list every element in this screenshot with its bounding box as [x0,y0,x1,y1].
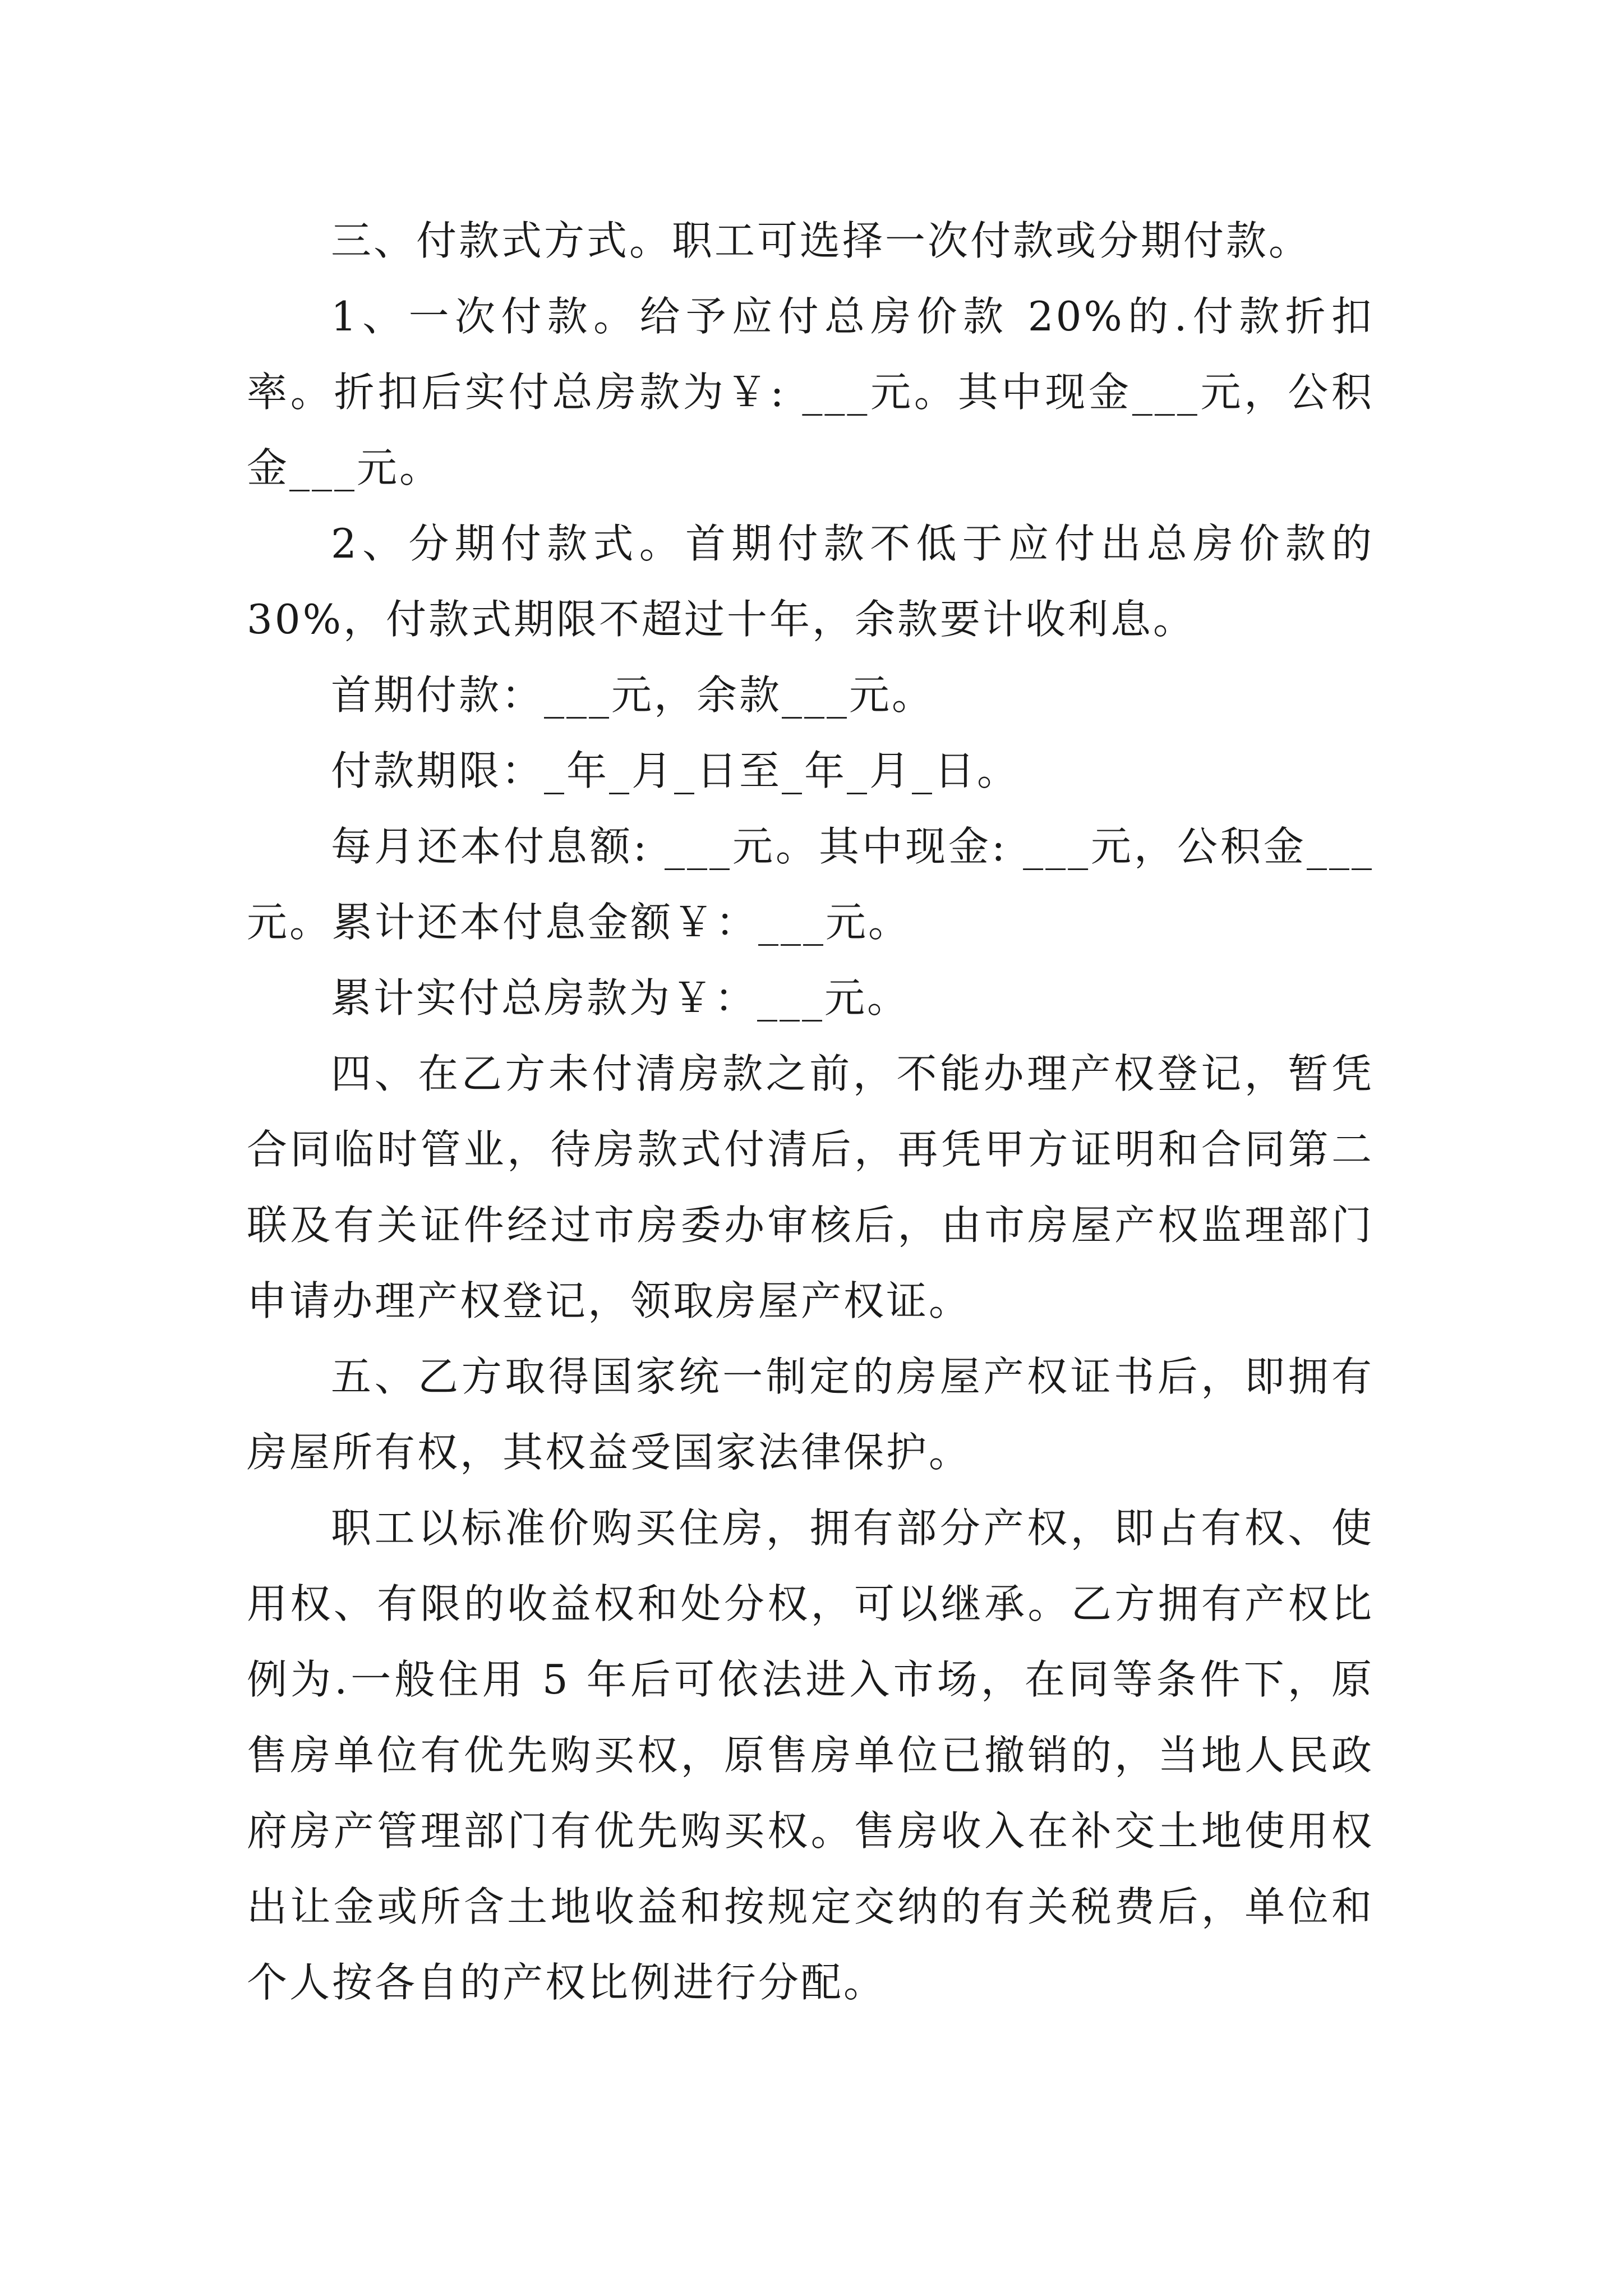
lump-sum-payment-paragraph: 1、一次付款。给予应付总房价款 20%的.付款折扣率。折扣后实付总房款为￥: ___元。其中现金___元，公积金___元。 [247,293,1374,491]
payment-period-line: 付款期限：_年_月_日至_年_月_日。 [331,747,1020,794]
section-three-payment-method: 三、付款式方式。职工可选择一次付款或分期付款。 [331,217,1312,264]
total-paid-line: 累计实付总房款为￥：___元。 [331,974,910,1022]
monthly-repayment-paragraph: 每月还本付息额: ___元。其中现金: ___元，公积金___元。累计还本付息金额￥：___元。 [247,823,1374,946]
section-five-ownership: 五、乙方取得国家统一制定的房屋产权证书后，即拥有房屋所有权，其权益受国家法律保护。 [247,1353,1374,1476]
partial-property-rights-paragraph: 职工以标准价购买住房，拥有部分产权，即占有权、使用权、有限的收益权和处分权，可以继承。乙方拥有产权比例为.一般住用 5 年后可依法进入市场，在同等条件下，原售房单位有优先购买权，原售房单位已撤销的，当地人民政府房产管理部门有优先购买权。售房收入在补交土地使用权出让金或所含土地收益和按规定交纳的有关税费后，单位和个人按各自的产权比例进行分配。 [247,1504,1374,2006]
installment-payment-paragraph: 2、分期付款式。首期付款不低于应付出总房价款的 30%，付款式期限不超过十年，余款要计收利息。 [247,520,1374,643]
first-payment-line: 首期付款：___元，余款___元。 [331,671,935,719]
document-body [247,203,1374,2021]
section-four-registration: 四、在乙方未付清房款之前，不能办理产权登记，暂凭合同临时管业，待房款式付清后，再凭甲方证明和合同第二联及有关证件经过市房委办审核后，由市房屋产权监理部门申请办理产权登记，领取房屋产权证。 [247,1050,1374,1324]
